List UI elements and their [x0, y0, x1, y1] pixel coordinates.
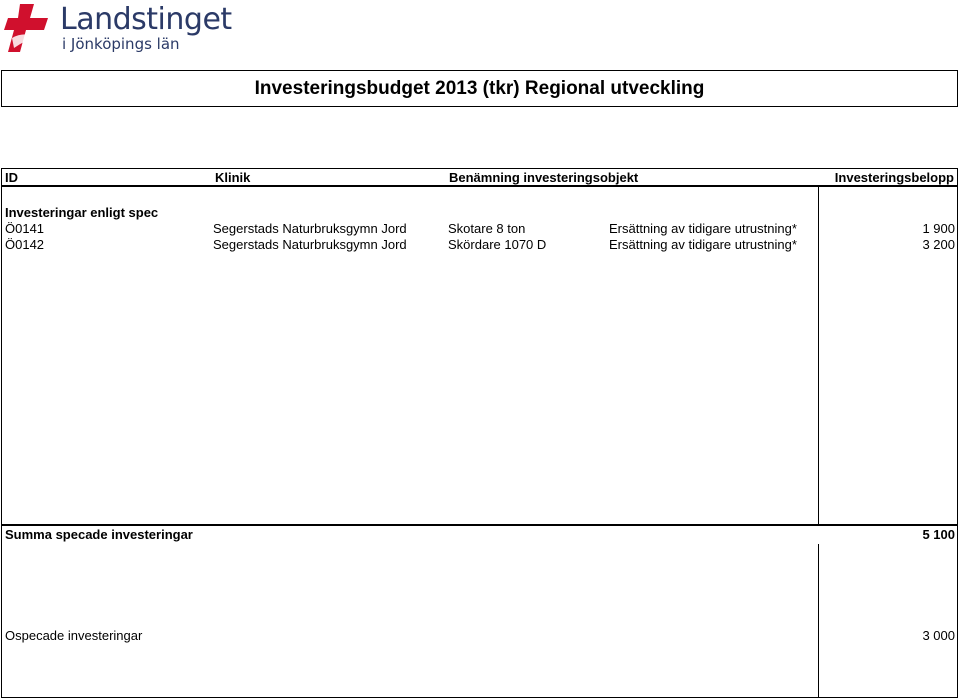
- row-beskrivning: Ersättning av tidigare utrustning*: [609, 221, 797, 236]
- header-id: ID: [5, 170, 18, 185]
- row-objekt: Skotare 8 ton: [448, 221, 526, 236]
- summa-label: Summa specade investeringar: [5, 527, 193, 542]
- row-klinik: Segerstads Naturbruksgymn Jord: [213, 237, 407, 252]
- row-id: Ö0142: [5, 237, 45, 252]
- table-header: [1, 168, 958, 187]
- row-klinik: Segerstads Naturbruksgymn Jord: [213, 221, 407, 236]
- ospecade-label: Ospecade investeringar: [5, 628, 143, 643]
- row-id: Ö0141: [5, 221, 45, 236]
- row-belopp: 1 900: [922, 221, 955, 236]
- section-label: Investeringar enligt spec: [5, 205, 159, 220]
- summary-divider: [1, 524, 958, 526]
- column-divider-lower: [818, 544, 819, 698]
- header-belopp: Investeringsbelopp: [834, 170, 954, 185]
- row-beskrivning: Ersättning av tidigare utrustning*: [609, 237, 797, 252]
- header-klinik: Klinik: [215, 170, 251, 185]
- row-objekt: Skördare 1070 D: [448, 237, 547, 252]
- logo-title: Landstinget: [60, 2, 232, 37]
- red-cross-logo-icon: [2, 2, 56, 54]
- logo-subtitle: i Jönköpings län: [62, 35, 180, 53]
- page-title: Investeringsbudget 2013 (tkr) Regional utveckling: [1, 70, 958, 107]
- column-divider: [818, 186, 819, 525]
- ospecade-value: 3 000: [922, 628, 955, 643]
- summa-value: 5 100: [922, 527, 955, 542]
- header-benamning: Benämning investeringsobjekt: [449, 170, 639, 185]
- table-body: [1, 186, 958, 698]
- landstinget-logo: [2, 2, 232, 54]
- row-belopp: 3 200: [922, 237, 955, 252]
